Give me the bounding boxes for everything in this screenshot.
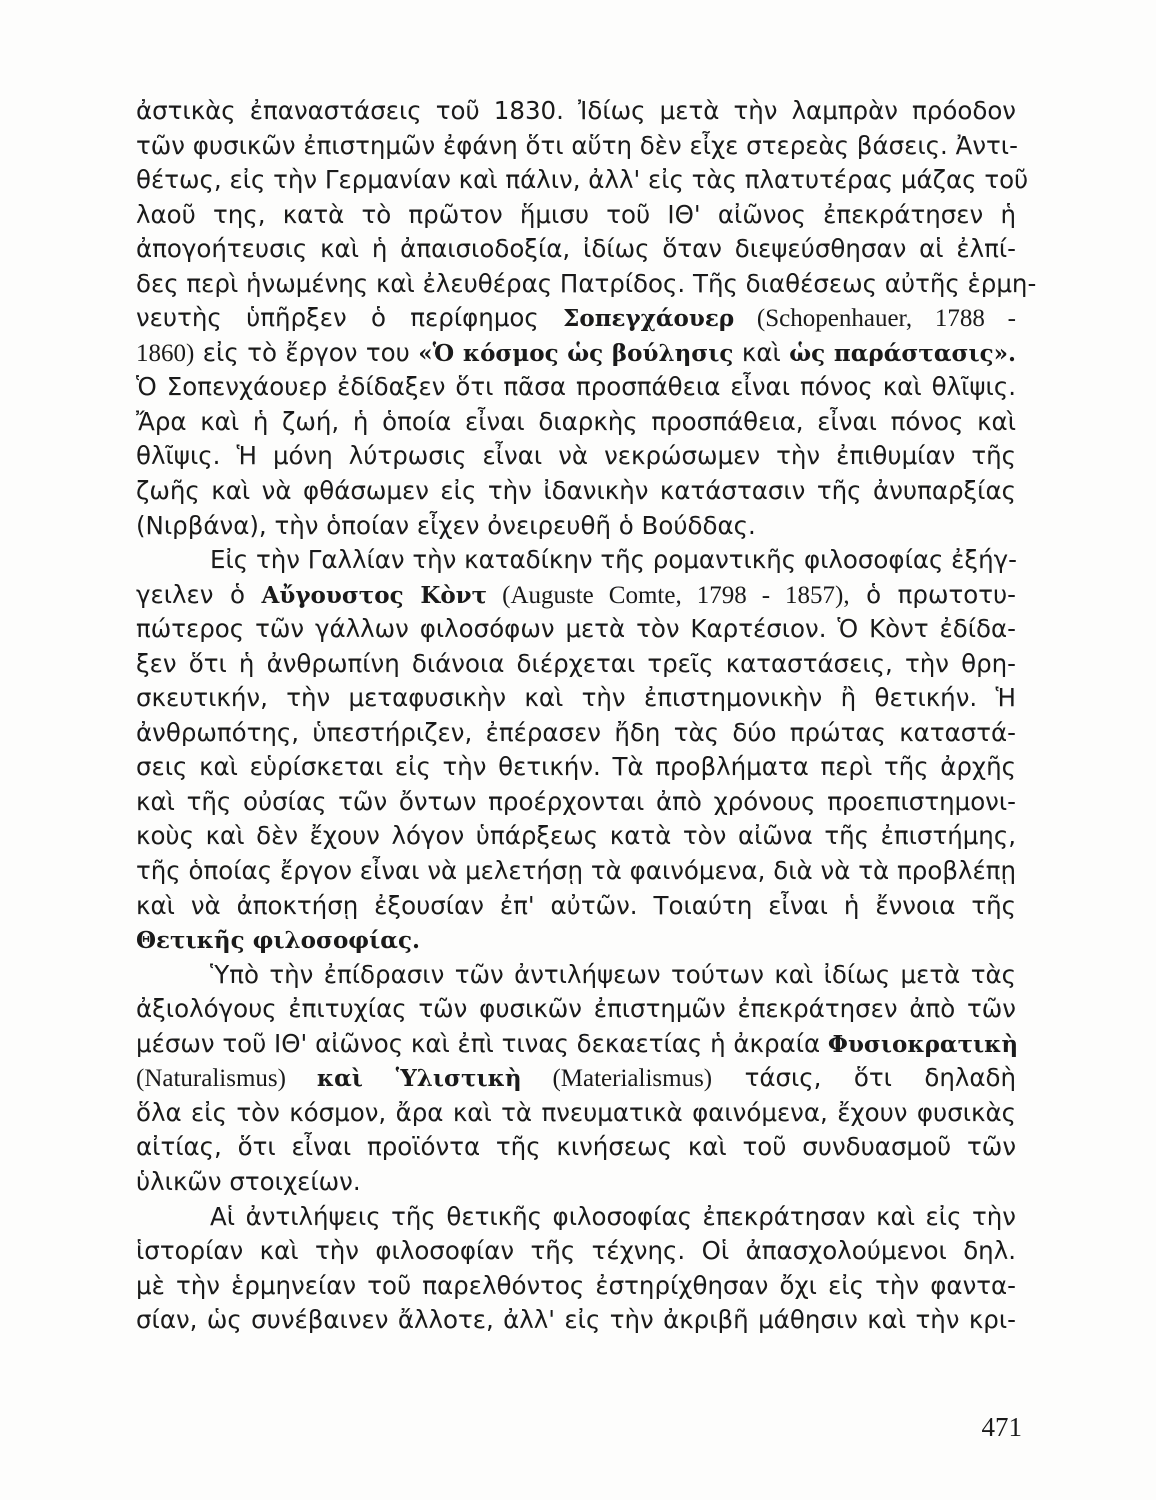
text-line: θλῖψις. Ἡ μόνη λύτρωσις εἶναι νὰ νεκρώσωμεν τὴν ἐπιθυμίαν τῆς bbox=[136, 441, 1016, 471]
text-line: σίαν, ὡς συνέβαινεν ἄλλοτε, ἀλλ' εἰς τὴν ἀκριβῆ μάθησιν καὶ τὴν κρι- bbox=[136, 1305, 1016, 1335]
text-line bbox=[136, 923, 1016, 958]
bold-term-positive-philosophy: Θετικῆς φιλοσοφίας. bbox=[136, 927, 420, 955]
text-line: ὅλα εἰς τὸν κόσμον, ἄρα καὶ τὰ πνευματικὰ φαινόμενα, ἔχουν φυσικὰς bbox=[136, 1097, 1016, 1127]
text-line: καὶ νὰ ἀποκτήσῃ ἐξουσίαν ἐπ' αὐτῶν. Τοιαύτη εἶναι ἡ ἔννοια τῆς bbox=[136, 890, 1016, 920]
text-run: μέσων τοῦ ΙΘ' αἰῶνος καὶ ἐπὶ τινας δεκαετίας ἡ ἀκραία bbox=[136, 1028, 828, 1058]
body-text bbox=[136, 94, 1037, 1338]
text-run: τάσις, ὅτι δηλαδὴ bbox=[712, 1063, 1017, 1093]
text-run: γειλεν ὁ bbox=[136, 579, 262, 609]
text-line: κοὺς καὶ δὲν ἔχουν λόγον ὑπάρξεως κατὰ τὸν αἰῶνα τῆς ἐπιστήμης, bbox=[136, 821, 1016, 851]
text-line: θέτως, εἰς τὴν Γερμανίαν καὶ πάλιν, ἀλλ' εἰς τὰς πλατυτέρας μάζας τοῦ bbox=[136, 165, 1029, 195]
text-line: ὑλικῶν στοιχείων. bbox=[136, 1166, 361, 1196]
text-run: καὶ bbox=[733, 337, 790, 367]
text-line: ἀνθρωπότης, ὑπεστήριζεν, ἐπέρασεν ἤδη τὰς δύο πρώτας καταστά- bbox=[136, 717, 1016, 747]
latin-run: 1860) bbox=[136, 339, 195, 367]
text-line: αἰτίας, ὅτι εἶναι προϊόντα τῆς κινήσεως καὶ τοῦ συνδυασμοῦ τῶν bbox=[136, 1132, 1016, 1162]
text-line: τῶν φυσικῶν ἐπιστημῶν ἐφάνη ὅτι αὕτη δὲν εἶχε στερεὰς βάσεις. Ἀντι- bbox=[136, 130, 1018, 160]
text-line: Αἱ ἀντιλήψεις τῆς θετικῆς φιλοσοφίας ἐπεκράτησαν καὶ εἰς τὴν bbox=[210, 1201, 1016, 1231]
text-line: σεις καὶ εὑρίσκεται εἰς τὴν θετικήν. Τὰ προβλήματα περὶ τῆς ἀρχῆς bbox=[136, 752, 1016, 782]
text-line: λαοῦ της, κατὰ τὸ πρῶτον ἥμισυ τοῦ ΙΘ' αἰῶνος ἐπεκράτησεν ἡ bbox=[136, 199, 1016, 229]
text-line: σκευτικήν, τὴν μεταφυσικὴν καὶ τὴν ἐπιστημονικὴν ἢ θετικήν. Ἡ bbox=[136, 683, 1016, 713]
bold-book-title-end: ὡς παράστασις». bbox=[789, 339, 1017, 367]
text-line: Ἄρα καὶ ἡ ζωή, ἡ ὁποία εἶναι διαρκὴς προσπάθεια, εἶναι πόνος καὶ bbox=[136, 406, 1016, 436]
text-line: Ὁ Σοπενχάουερ ἐδίδαξεν ὅτι πᾶσα προσπάθεια εἶναι πόνος καὶ θλῖψις. bbox=[136, 372, 1016, 402]
text-line: καὶ τῆς οὐσίας τῶν ὄντων προέρχονται ἀπὸ χρόνους προεπιστημονι- bbox=[136, 786, 1016, 816]
text-line: Ὑπὸ τὴν ἐπίδρασιν τῶν ἀντιλήψεων τούτων καὶ ἰδίως μετὰ τὰς bbox=[210, 959, 1016, 989]
text-line bbox=[136, 301, 1016, 336]
text-line: μὲ τὴν ἑρμηνείαν τοῦ παρελθόντος ἐστηρίχθησαν ὄχι εἰς τὴν φαντα- bbox=[136, 1270, 1016, 1300]
bold-term-comte: Αὔγουστος Κὸντ bbox=[261, 581, 488, 609]
page-number: 471 bbox=[981, 1412, 1022, 1442]
text-line: πώτερος τῶν γάλλων φιλοσόφων μετὰ τὸν Καρτέσιον. Ὁ Κὸντ ἐδίδα- bbox=[136, 614, 1016, 644]
text-run: εἰς τὸ ἔργον του bbox=[194, 337, 419, 367]
text-line bbox=[136, 336, 1016, 371]
text-line: (Νιρβάνα), τὴν ὁποίαν εἶχεν ὀνειρευθῆ ὁ Βούδδας. bbox=[136, 510, 756, 540]
bold-term-naturalism: Φυσιοκρατικὴ bbox=[827, 1030, 1019, 1058]
text-line: ἀπογοήτευσις καὶ ἡ ἀπαισιοδοξία, ἰδίως ὅταν διεψεύσθησαν αἱ ἐλπί- bbox=[136, 234, 1016, 264]
text-line: ζωῆς καὶ νὰ φθάσωμεν εἰς τὴν ἰδανικὴν κατάστασιν τῆς ἀνυπαρξίας bbox=[136, 476, 1016, 506]
text-line: τῆς ὁποίας ἔργον εἶναι νὰ μελετήσῃ τὰ φαινόμενα, διὰ νὰ τὰ προβλέπῃ bbox=[136, 856, 1016, 886]
text-line: Εἰς τὴν Γαλλίαν τὴν καταδίκην τῆς ρομαντικῆς φιλοσοφίας ἐξήγ- bbox=[210, 545, 1017, 575]
text-line bbox=[136, 1061, 1016, 1096]
text-line: δες περὶ ἡνωμένης καὶ ἐλευθέρας Πατρίδος. Τῆς διαθέσεως αὐτῆς ἑρμη- bbox=[136, 268, 1037, 298]
latin-run: (Schopenhauer, 1788 - bbox=[734, 305, 1017, 333]
latin-run: (Auguste Comte, 1798 - 1857), bbox=[487, 581, 850, 609]
text-line: ἀστικὰς ἐπαναστάσεις τοῦ 1830. Ἰδίως μετὰ τὴν λαμπρὰν πρόοδον bbox=[136, 96, 1016, 125]
text-line: ἱστορίαν καὶ τὴν φιλοσοφίαν τῆς τέχνης. Οἱ ἀπασχολούμενοι δηλ. bbox=[136, 1236, 1016, 1266]
text-line: ξεν ὅτι ἡ ἀνθρωπίνη διάνοια διέρχεται τρεῖς καταστάσεις, τὴν θρη- bbox=[136, 648, 1016, 678]
text-run: νευτὴς ὑπῆρξεν ὁ περίφημος bbox=[136, 303, 564, 333]
bold-term-materialism: καὶ Ὑλιστικὴ bbox=[316, 1065, 522, 1093]
text-line: ἀξιολόγους ἐπιτυχίας τῶν φυσικῶν ἐπιστημῶν ἐπεκράτησεν ἀπὸ τῶν bbox=[136, 994, 1016, 1024]
text-line bbox=[136, 578, 1016, 613]
text-run: ὁ πρωτοτυ- bbox=[849, 579, 1017, 609]
bold-term-schopenhauer: Σοπεγχάουερ bbox=[563, 305, 735, 333]
text-line bbox=[136, 1027, 1019, 1062]
latin-run: (Materialismus) bbox=[521, 1065, 713, 1093]
latin-run: (Naturalismus) bbox=[136, 1065, 317, 1093]
bold-book-title: «Ὁ κόσμος ὡς βούλησις bbox=[418, 339, 734, 367]
